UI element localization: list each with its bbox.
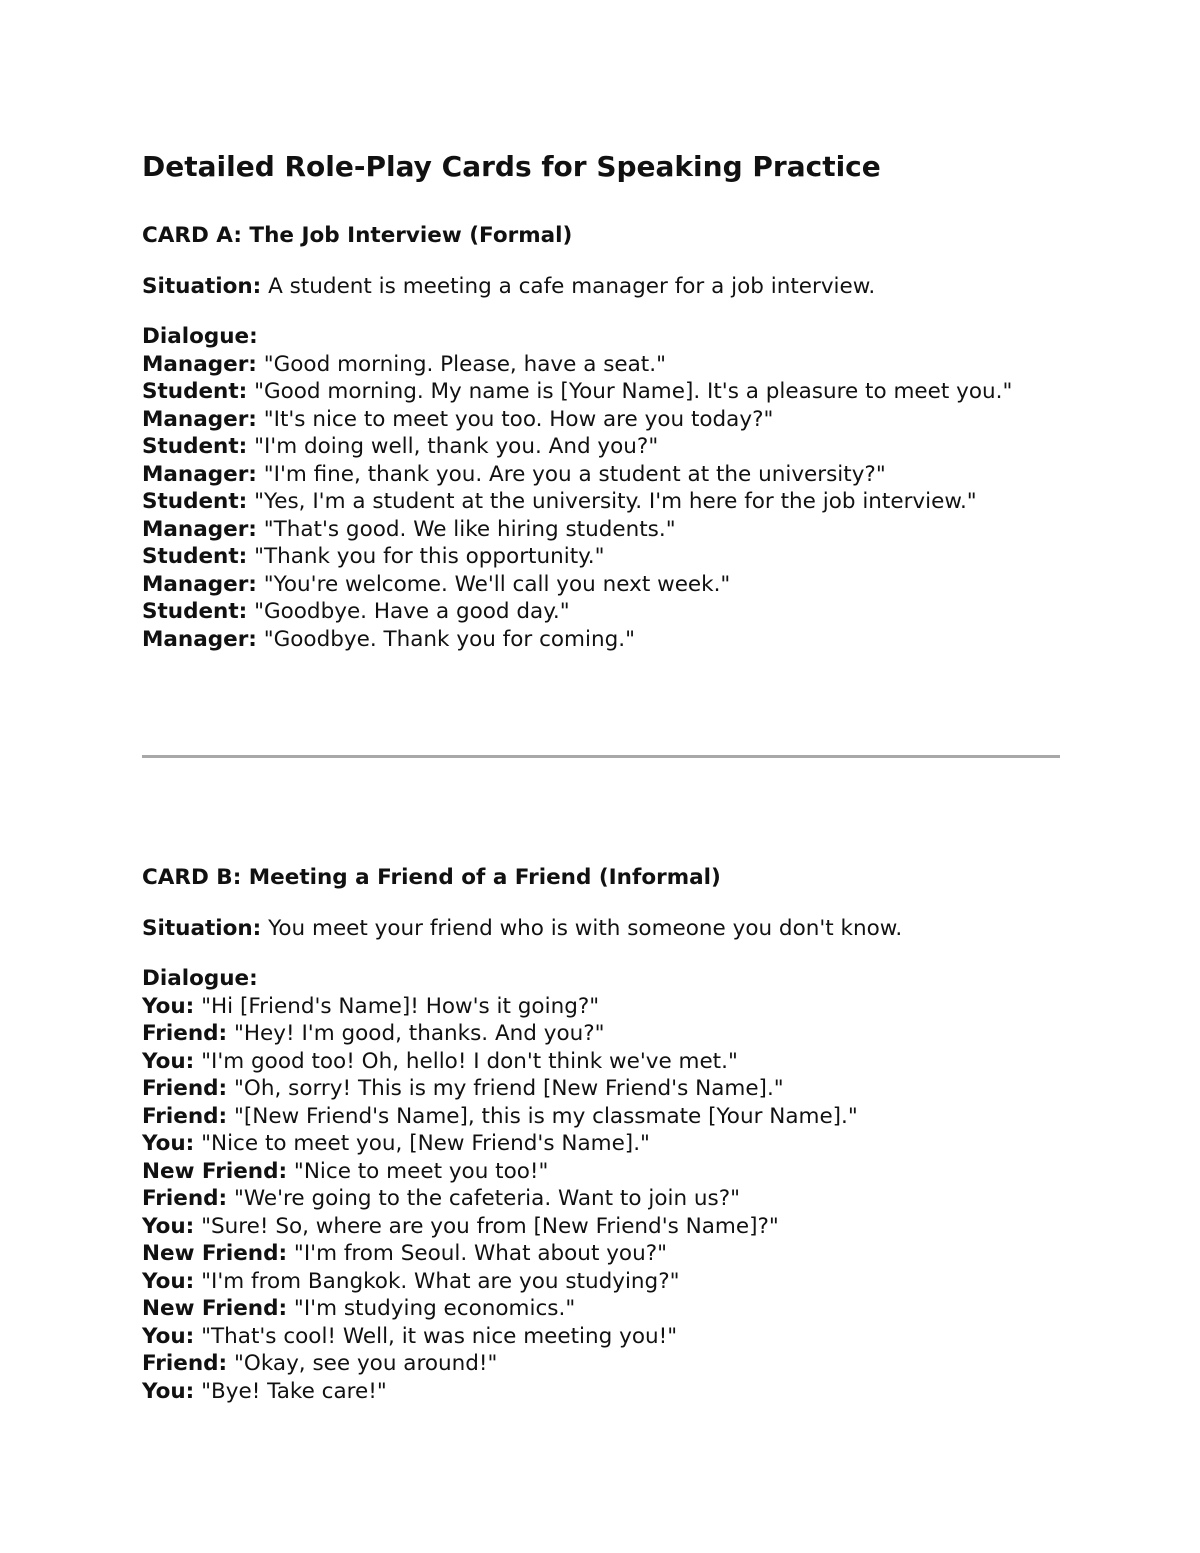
dialogue-line <box>142 461 1060 489</box>
dialogue-speaker: Manager: <box>142 461 257 487</box>
dialogue-text: "Hi [Friend's Name]! How's it going?" <box>194 993 600 1019</box>
dialogue-text: "We're going to the cafeteria. Want to join us?" <box>227 1186 741 1211</box>
dialogue-line <box>142 1378 1060 1406</box>
dialogue-text: "[New Friend's Name], this is my classmate [Your Name]." <box>227 1103 858 1129</box>
card-a-situation <box>142 272 1060 302</box>
dialogue-speaker: Student: <box>142 434 248 459</box>
dialogue-speaker: Manager: <box>142 626 257 652</box>
card-a-heading: CARD A: The Job Interview (Formal) <box>142 223 573 248</box>
dialogue-line <box>142 1185 1060 1213</box>
dialogue-line <box>142 1350 1060 1378</box>
dialogue-text: "You're welcome. We'll call you next week." <box>256 571 731 597</box>
dialogue-line <box>142 1130 1060 1158</box>
card-b <box>142 863 1060 1405</box>
dialogue-text: "Good morning. Please, have a seat." <box>256 351 666 377</box>
dialogue-text: "Oh, sorry! This is my friend [New Friend's Name]." <box>227 1076 784 1101</box>
dialogue-line <box>142 1323 1060 1351</box>
card-b-situation <box>142 914 1060 944</box>
card-b-dialogue <box>142 993 1060 1406</box>
dialogue-speaker: You: <box>142 993 195 1019</box>
dialogue-speaker: Manager: <box>142 406 257 432</box>
dialogue-text: "Okay, see you around!" <box>227 1351 498 1376</box>
dialogue-line <box>142 1295 1060 1323</box>
dialogue-text: "I'm from Seoul. What about you?" <box>287 1241 668 1266</box>
dialogue-speaker: New Friend: <box>142 1296 288 1321</box>
dialogue-speaker: You: <box>142 1268 195 1294</box>
dialogue-line <box>142 1075 1060 1103</box>
dialogue-line <box>142 433 1060 461</box>
dialogue-speaker: New Friend: <box>142 1241 288 1266</box>
dialogue-line <box>142 516 1060 544</box>
dialogue-line <box>142 543 1060 571</box>
card-divider <box>142 755 1060 758</box>
dialogue-line <box>142 598 1060 626</box>
dialogue-text: "That's good. We like hiring students." <box>256 516 676 542</box>
card-b-heading: CARD B: Meeting a Friend of a Friend (Informal) <box>142 865 721 890</box>
dialogue-speaker: Student: <box>142 599 248 624</box>
dialogue-speaker: You: <box>142 1323 195 1349</box>
dialogue-speaker: Manager: <box>142 516 257 542</box>
dialogue-speaker: Manager: <box>142 571 257 597</box>
card-b-situation-label: Situation: <box>142 916 262 941</box>
dialogue-speaker: Friend: <box>142 1021 228 1046</box>
card-b-situation-text: You meet your friend who is with someone you don't know. <box>261 916 903 941</box>
dialogue-line <box>142 993 1060 1021</box>
dialogue-line <box>142 626 1060 654</box>
dialogue-text: "Yes, I'm a student at the university. I'm here for the job interview." <box>247 489 977 514</box>
dialogue-text: "Bye! Take care!" <box>194 1378 387 1404</box>
dialogue-speaker: You: <box>142 1213 195 1239</box>
dialogue-speaker: Friend: <box>142 1351 228 1376</box>
dialogue-speaker: Manager: <box>142 351 257 377</box>
dialogue-text: "Sure! So, where are you from [New Friend's Name]?" <box>194 1213 779 1239</box>
dialogue-speaker: Friend: <box>142 1186 228 1211</box>
dialogue-text: "I'm studying economics." <box>287 1296 576 1321</box>
card-a-situation-text: A student is meeting a cafe manager for a job interview. <box>261 274 876 299</box>
dialogue-speaker: Student: <box>142 489 248 514</box>
dialogue-speaker: You: <box>142 1048 195 1074</box>
dialogue-text: "Good morning. My name is [Your Name]. It's a pleasure to meet you." <box>247 379 1013 404</box>
dialogue-text: "I'm good too! Oh, hello! I don't think we've met." <box>194 1048 738 1074</box>
card-b-dialogue-label: Dialogue: <box>142 966 258 991</box>
dialogue-line <box>142 1240 1060 1268</box>
dialogue-speaker: You: <box>142 1131 195 1156</box>
dialogue-speaker: New Friend: <box>142 1158 288 1184</box>
dialogue-line <box>142 571 1060 599</box>
dialogue-text: "Goodbye. Thank you for coming." <box>256 626 635 652</box>
dialogue-line <box>142 378 1060 406</box>
dialogue-text: "That's cool! Well, it was nice meeting you!" <box>194 1323 678 1349</box>
card-a-situation-label: Situation: <box>142 274 262 299</box>
dialogue-speaker: Student: <box>142 379 248 404</box>
card-a-dialogue <box>142 351 1060 654</box>
dialogue-line <box>142 1213 1060 1241</box>
document-title: Detailed Role-Play Cards for Speaking Practice <box>142 150 881 183</box>
card-a <box>142 221 1060 653</box>
dialogue-line <box>142 1158 1060 1186</box>
dialogue-line <box>142 351 1060 379</box>
card-a-dialogue-label: Dialogue: <box>142 324 258 349</box>
dialogue-text: "Nice to meet you, [New Friend's Name]." <box>194 1131 650 1156</box>
dialogue-line <box>142 1048 1060 1076</box>
dialogue-text: "I'm from Bangkok. What are you studying?" <box>194 1268 680 1294</box>
dialogue-text: "Nice to meet you too!" <box>287 1158 549 1184</box>
dialogue-speaker: Student: <box>142 544 248 569</box>
dialogue-text: "Thank you for this opportunity." <box>247 544 605 569</box>
dialogue-text: "I'm doing well, thank you. And you?" <box>247 434 659 459</box>
dialogue-text: "I'm fine, thank you. Are you a student at the university?" <box>256 461 886 487</box>
dialogue-speaker: You: <box>142 1378 195 1404</box>
dialogue-speaker: Friend: <box>142 1076 228 1101</box>
dialogue-speaker: Friend: <box>142 1103 228 1129</box>
dialogue-line <box>142 406 1060 434</box>
dialogue-text: "Goodbye. Have a good day." <box>247 599 570 624</box>
dialogue-line <box>142 1268 1060 1296</box>
dialogue-text: "Hey! I'm good, thanks. And you?" <box>227 1021 605 1046</box>
dialogue-line <box>142 1103 1060 1131</box>
dialogue-line <box>142 488 1060 516</box>
dialogue-text: "It's nice to meet you too. How are you today?" <box>256 406 774 432</box>
dialogue-line <box>142 1020 1060 1048</box>
